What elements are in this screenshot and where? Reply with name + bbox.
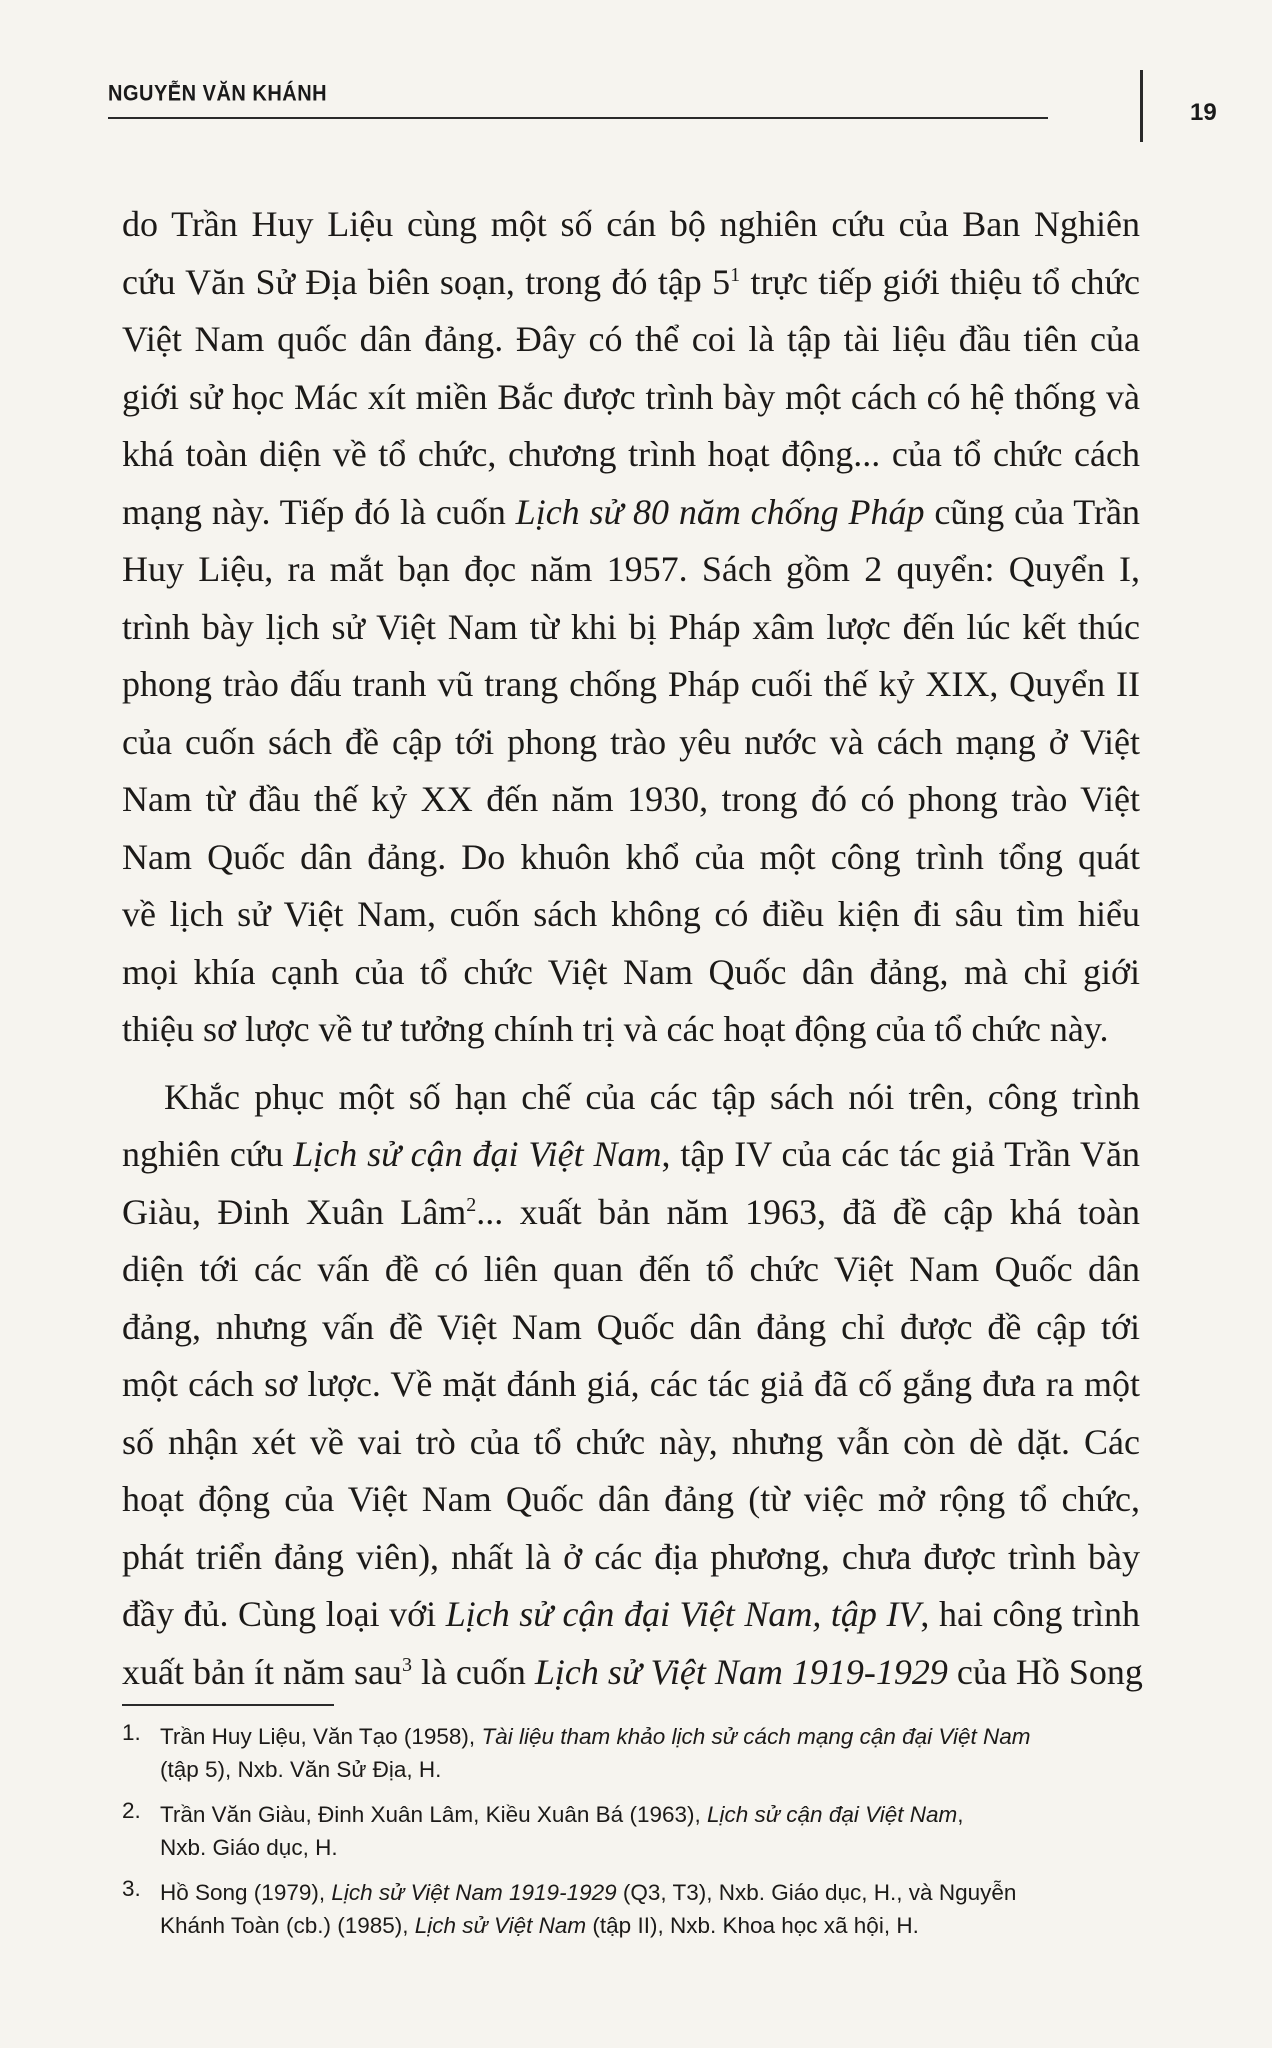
text-line [122, 426, 1140, 484]
footnote-line [160, 1720, 1140, 1753]
text-span: do Trần Huy Liệu cùng một số cán bộ nghiên cứu của Ban Nghiên [122, 204, 1140, 244]
book-title: Lịch sử cận đại Việt Nam [707, 1802, 958, 1827]
text-line [122, 656, 1140, 714]
text-span: Huy Liệu, ra mắt bạn đọc năm 1957. Sách gồm 2 quyển: Quyển I, [122, 549, 1140, 589]
book-title: Lịch sử cận đại Việt Nam, tập IV [445, 1594, 921, 1634]
footnote-3 [122, 1876, 1140, 1942]
text-line [122, 254, 1140, 312]
text-span: mọi khía cạnh của tổ chức Việt Nam Quốc dân đảng, mà chỉ giới [122, 951, 1140, 992]
text-span: Việt Nam quốc dân đảng. Đây có thể coi là tập tài liệu đầu tiên của [122, 319, 1140, 359]
text-span: , tập IV của các tác giả Trần Văn [661, 1134, 1140, 1174]
body-text [122, 196, 1143, 1701]
text-line [122, 1126, 1140, 1184]
footnote-ref[interactable]: 2 [466, 1193, 477, 1216]
book-title: Lịch sử cận đại Việt Nam [293, 1134, 662, 1174]
text-span: hoạt động của Việt Nam Quốc dân đảng (từ việc mở rộng tổ chức, [122, 1479, 1140, 1519]
footnote-1 [122, 1720, 1140, 1786]
text-span: , hai công trình [920, 1594, 1140, 1634]
book-title: Lịch sử Việt Nam 1919-1929 [331, 1880, 617, 1905]
footnote-line [160, 1909, 1140, 1942]
header-rule [108, 117, 1048, 119]
text-span: trực tiếp giới thiệu tổ chức [740, 261, 1140, 302]
text-span: (tập II), Nxb. Khoa học xã hội, H. [586, 1913, 919, 1938]
text-span: Khánh Toàn (cb.) (1985), [160, 1913, 415, 1938]
text-span: ... xuất bản năm 1963, đã đề cập khá toàn [476, 1191, 1140, 1232]
text-span: diện tới các vấn đề có liên quan đến tổ chức Việt Nam Quốc dân [122, 1249, 1140, 1289]
text-span: Trần Huy Liệu, Văn Tạo (1958), [160, 1724, 482, 1749]
text-line [122, 1644, 1143, 1702]
footnote-ref[interactable]: 1 [730, 263, 741, 286]
text-span: Nxb. Giáo dục, H. [160, 1835, 338, 1860]
text-span: (tập 5), Nxb. Văn Sử Địa, H. [160, 1757, 442, 1782]
text-line [122, 1069, 1140, 1127]
text-line [122, 771, 1140, 829]
text-span: Giàu, Đinh Xuân Lâm [122, 1191, 467, 1232]
text-span: cũng của Trần [924, 491, 1140, 532]
book-title: Lịch sử 80 năm chống Pháp [515, 491, 925, 532]
text-line [122, 714, 1140, 772]
text-span: xuất bản ít năm sau [122, 1651, 402, 1692]
text-span: Hồ Song (1979), [160, 1880, 332, 1905]
running-head: NGUYỄN VĂN KHÁNH [108, 82, 328, 107]
text-span: số nhận xét về vai trò của tổ chức này, nhưng vẫn còn dè dặt. Các [122, 1421, 1140, 1462]
book-title: Lịch sử Việt Nam [414, 1913, 587, 1938]
text-span: Nam từ đầu thế kỷ XX đến năm 1930, trong đó có phong trào Việt [122, 779, 1140, 819]
text-span: một cách sơ lược. Về mặt đánh giá, các tác giả đã cố gắng đưa ra một [122, 1364, 1140, 1404]
text-line [122, 1414, 1140, 1472]
text-span: đầy đủ. Cùng loại với [122, 1594, 446, 1634]
text-line [122, 1529, 1140, 1587]
text-line [122, 311, 1140, 369]
footnote-number: 1. [122, 1720, 141, 1745]
text-line [122, 1471, 1140, 1529]
text-span: đảng, nhưng vấn đề Việt Nam Quốc dân đảng chỉ được đề cập tới [122, 1306, 1140, 1347]
text-span: , [957, 1802, 964, 1827]
footnote-rule [122, 1704, 334, 1706]
text-line [122, 599, 1140, 657]
page-number: 19 [1190, 99, 1217, 126]
text-span: là cuốn [411, 1651, 535, 1692]
text-span: Trần Văn Giàu, Đinh Xuân Lâm, Kiều Xuân Bá (1963), [160, 1802, 707, 1827]
text-line [122, 1356, 1140, 1414]
footnote-line [160, 1798, 1140, 1831]
text-line [122, 886, 1140, 944]
text-line [122, 484, 1140, 542]
text-span: nghiên cứu [122, 1134, 294, 1174]
footnote-line [160, 1876, 1140, 1909]
text-span: phong trào đấu tranh vũ trang chống Pháp cuối thế kỷ XIX, Quyển II [122, 664, 1140, 704]
text-span: giới sử học Mác xít miền Bắc được trình bày một cách có hệ thống và [122, 376, 1140, 417]
text-span: cứu Văn Sử Địa biên soạn, trong đó tập 5 [122, 261, 731, 302]
text-line [122, 944, 1140, 1002]
footnote-ref[interactable]: 3 [401, 1653, 412, 1676]
paragraph-gap [122, 1059, 1140, 1069]
book-title: Lịch sử Việt Nam 1919-1929 [534, 1651, 948, 1692]
text-span: về lịch sử Việt Nam, cuốn sách không có điều kiện đi sâu tìm hiểu [122, 894, 1140, 934]
text-span: Nam Quốc dân đảng. Do khuôn khổ của một công trình tổng quát [122, 836, 1140, 877]
footnote-line [160, 1753, 1140, 1786]
text-line [122, 541, 1140, 599]
text-span: phát triển đảng viên), nhất là ở các địa phương, chưa được trình bày [122, 1536, 1140, 1577]
text-span: của Hồ Song [947, 1651, 1143, 1692]
text-line [122, 1241, 1140, 1299]
text-line [122, 1001, 1140, 1059]
text-line [122, 1299, 1140, 1357]
text-span: thiệu sơ lược về tư tưởng chính trị và các hoạt động của tổ chức này. [122, 1009, 1109, 1049]
footnote-number: 2. [122, 1798, 141, 1823]
header-vertical-rule [1140, 70, 1143, 142]
footnotes [122, 1720, 1140, 1954]
text-span: mạng này. Tiếp đó là cuốn [122, 491, 516, 532]
text-line [122, 1184, 1140, 1242]
text-line [122, 829, 1140, 887]
text-span: Khắc phục một số hạn chế của các tập sách nói trên, công trình [164, 1076, 1140, 1117]
text-span: (Q3, T3), Nxb. Giáo dục, H., và Nguyễn [616, 1880, 1017, 1905]
footnote-2 [122, 1798, 1140, 1864]
text-span: khá toàn diện về tổ chức, chương trình hoạt động... của tổ chức cách [122, 434, 1140, 474]
footnote-number: 3. [122, 1876, 141, 1901]
text-line [122, 369, 1140, 427]
footnote-line [160, 1831, 1140, 1864]
text-span: của cuốn sách đề cập tới phong trào yêu nước và cách mạng ở Việt [122, 721, 1140, 762]
text-line [122, 1586, 1140, 1644]
text-line [122, 196, 1140, 254]
book-title: Tài liệu tham khảo lịch sử cách mạng cận đại Việt Nam [481, 1724, 1031, 1749]
text-span: trình bày lịch sử Việt Nam từ khi bị Pháp xâm lược đến lúc kết thúc [122, 606, 1140, 647]
